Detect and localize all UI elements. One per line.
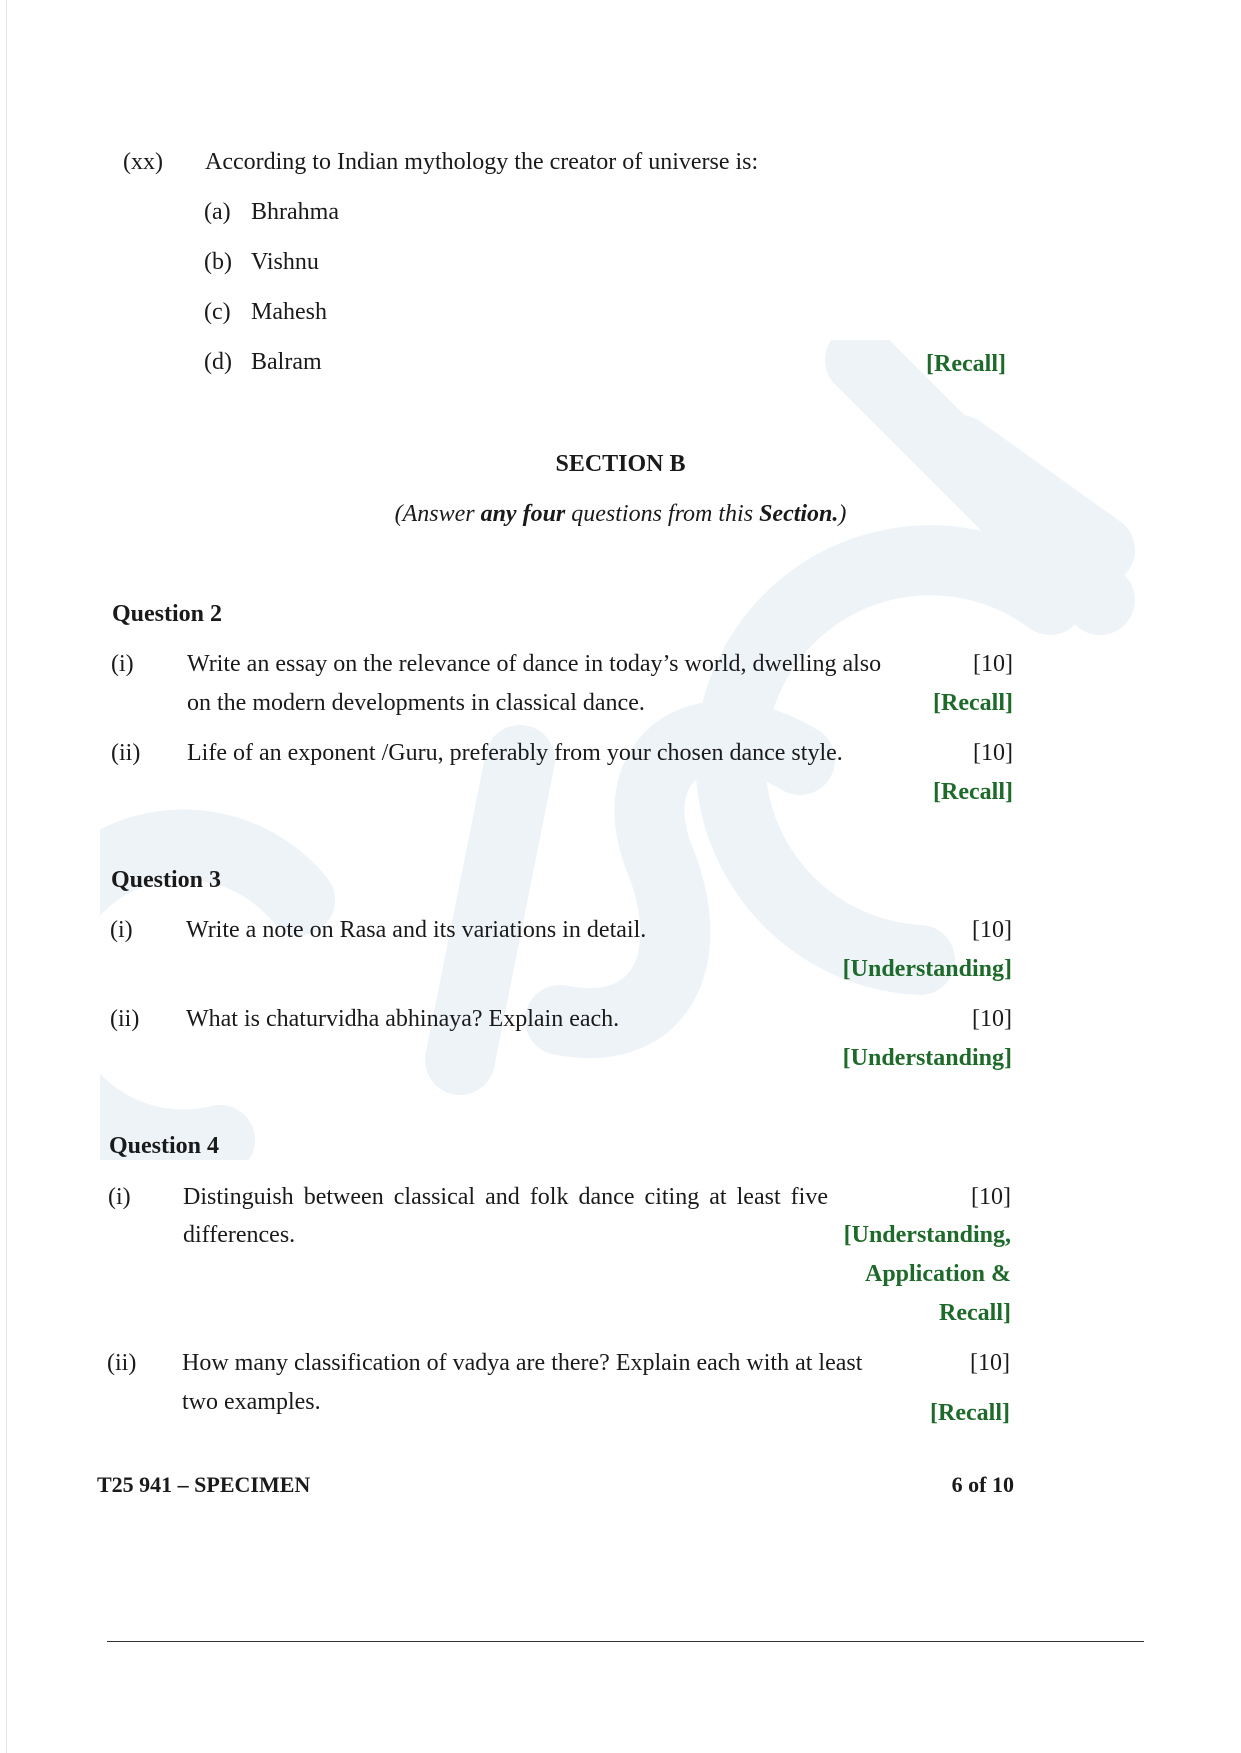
q3-ii-label: (ii) [110, 1006, 140, 1032]
q2-ii-label: (ii) [111, 740, 141, 766]
option-c-label: (c) [204, 299, 231, 325]
q2-i-line-2: on the modern developments in classical dance. [187, 690, 645, 716]
q2-i-tag: [Recall] [933, 690, 1013, 716]
q2-ii-marks: [10] [973, 740, 1013, 766]
q4-ii-line-2: two examples. [182, 1389, 321, 1415]
question-xx-text: According to Indian mythology the creator of universe is: [205, 149, 759, 175]
q2-i-label: (i) [111, 651, 134, 677]
q4-ii-line-1: How many classification of vadya are there? Explain each with at least [182, 1350, 863, 1376]
option-a-label: (a) [204, 199, 231, 225]
q4-i-tag-line-2: Application & [864, 1261, 1011, 1287]
question-xx-number: (xx) [123, 149, 163, 175]
footer-page-number: 6 of 10 [951, 1472, 1014, 1497]
q4-i-tag-line-1: [Understanding, [843, 1222, 1011, 1248]
q4-i-marks: [10] [971, 1184, 1011, 1210]
q4-ii-label: (ii) [107, 1350, 137, 1376]
q4-ii-marks: [10] [970, 1350, 1010, 1376]
question-2-title: Question 2 [112, 601, 223, 627]
question-4-title: Question 4 [109, 1133, 220, 1159]
question-xx-tag: [Recall] [926, 351, 1006, 377]
option-d-label: (d) [204, 349, 232, 375]
question-3-title: Question 3 [111, 867, 222, 893]
option-a-text: Bhrahma [251, 199, 339, 225]
q4-i-line-1: Distinguish between classical and folk dance citing at least five [183, 1184, 828, 1210]
section-instruction: (Answer any four questions from this Section.) [394, 501, 847, 527]
footer-rule [107, 1641, 1144, 1642]
option-b-text: Vishnu [251, 249, 319, 275]
q3-ii-marks: [10] [972, 1006, 1012, 1032]
option-b-label: (b) [204, 249, 232, 275]
q4-i-line-2: differences. [183, 1222, 296, 1248]
q4-ii-tag: [Recall] [930, 1400, 1010, 1426]
q2-ii-tag: [Recall] [933, 779, 1013, 805]
q2-ii-line-1: Life of an exponent /Guru, preferably from your chosen dance style. [187, 740, 843, 766]
page-edge [6, 0, 7, 1753]
q3-ii-tag: [Understanding] [842, 1045, 1012, 1071]
q4-i-tag-line-3: Recall] [939, 1300, 1011, 1326]
q2-i-line-1: Write an essay on the relevance of dance in today’s world, dwelling also [187, 651, 882, 677]
section-title: SECTION B [555, 451, 686, 477]
option-d-text: Balram [251, 349, 322, 375]
q3-i-label: (i) [110, 917, 133, 943]
q3-i-line-1: Write a note on Rasa and its variations in detail. [186, 917, 647, 943]
option-c-text: Mahesh [251, 299, 327, 325]
q3-i-tag: [Understanding] [842, 956, 1012, 982]
q3-ii-line-1: What is chaturvidha abhinaya? Explain each. [186, 1006, 620, 1032]
q3-i-marks: [10] [972, 917, 1012, 943]
q2-i-marks: [10] [973, 651, 1013, 677]
q4-i-label: (i) [108, 1184, 131, 1210]
footer-code: T25 941 – SPECIMEN [97, 1472, 311, 1497]
